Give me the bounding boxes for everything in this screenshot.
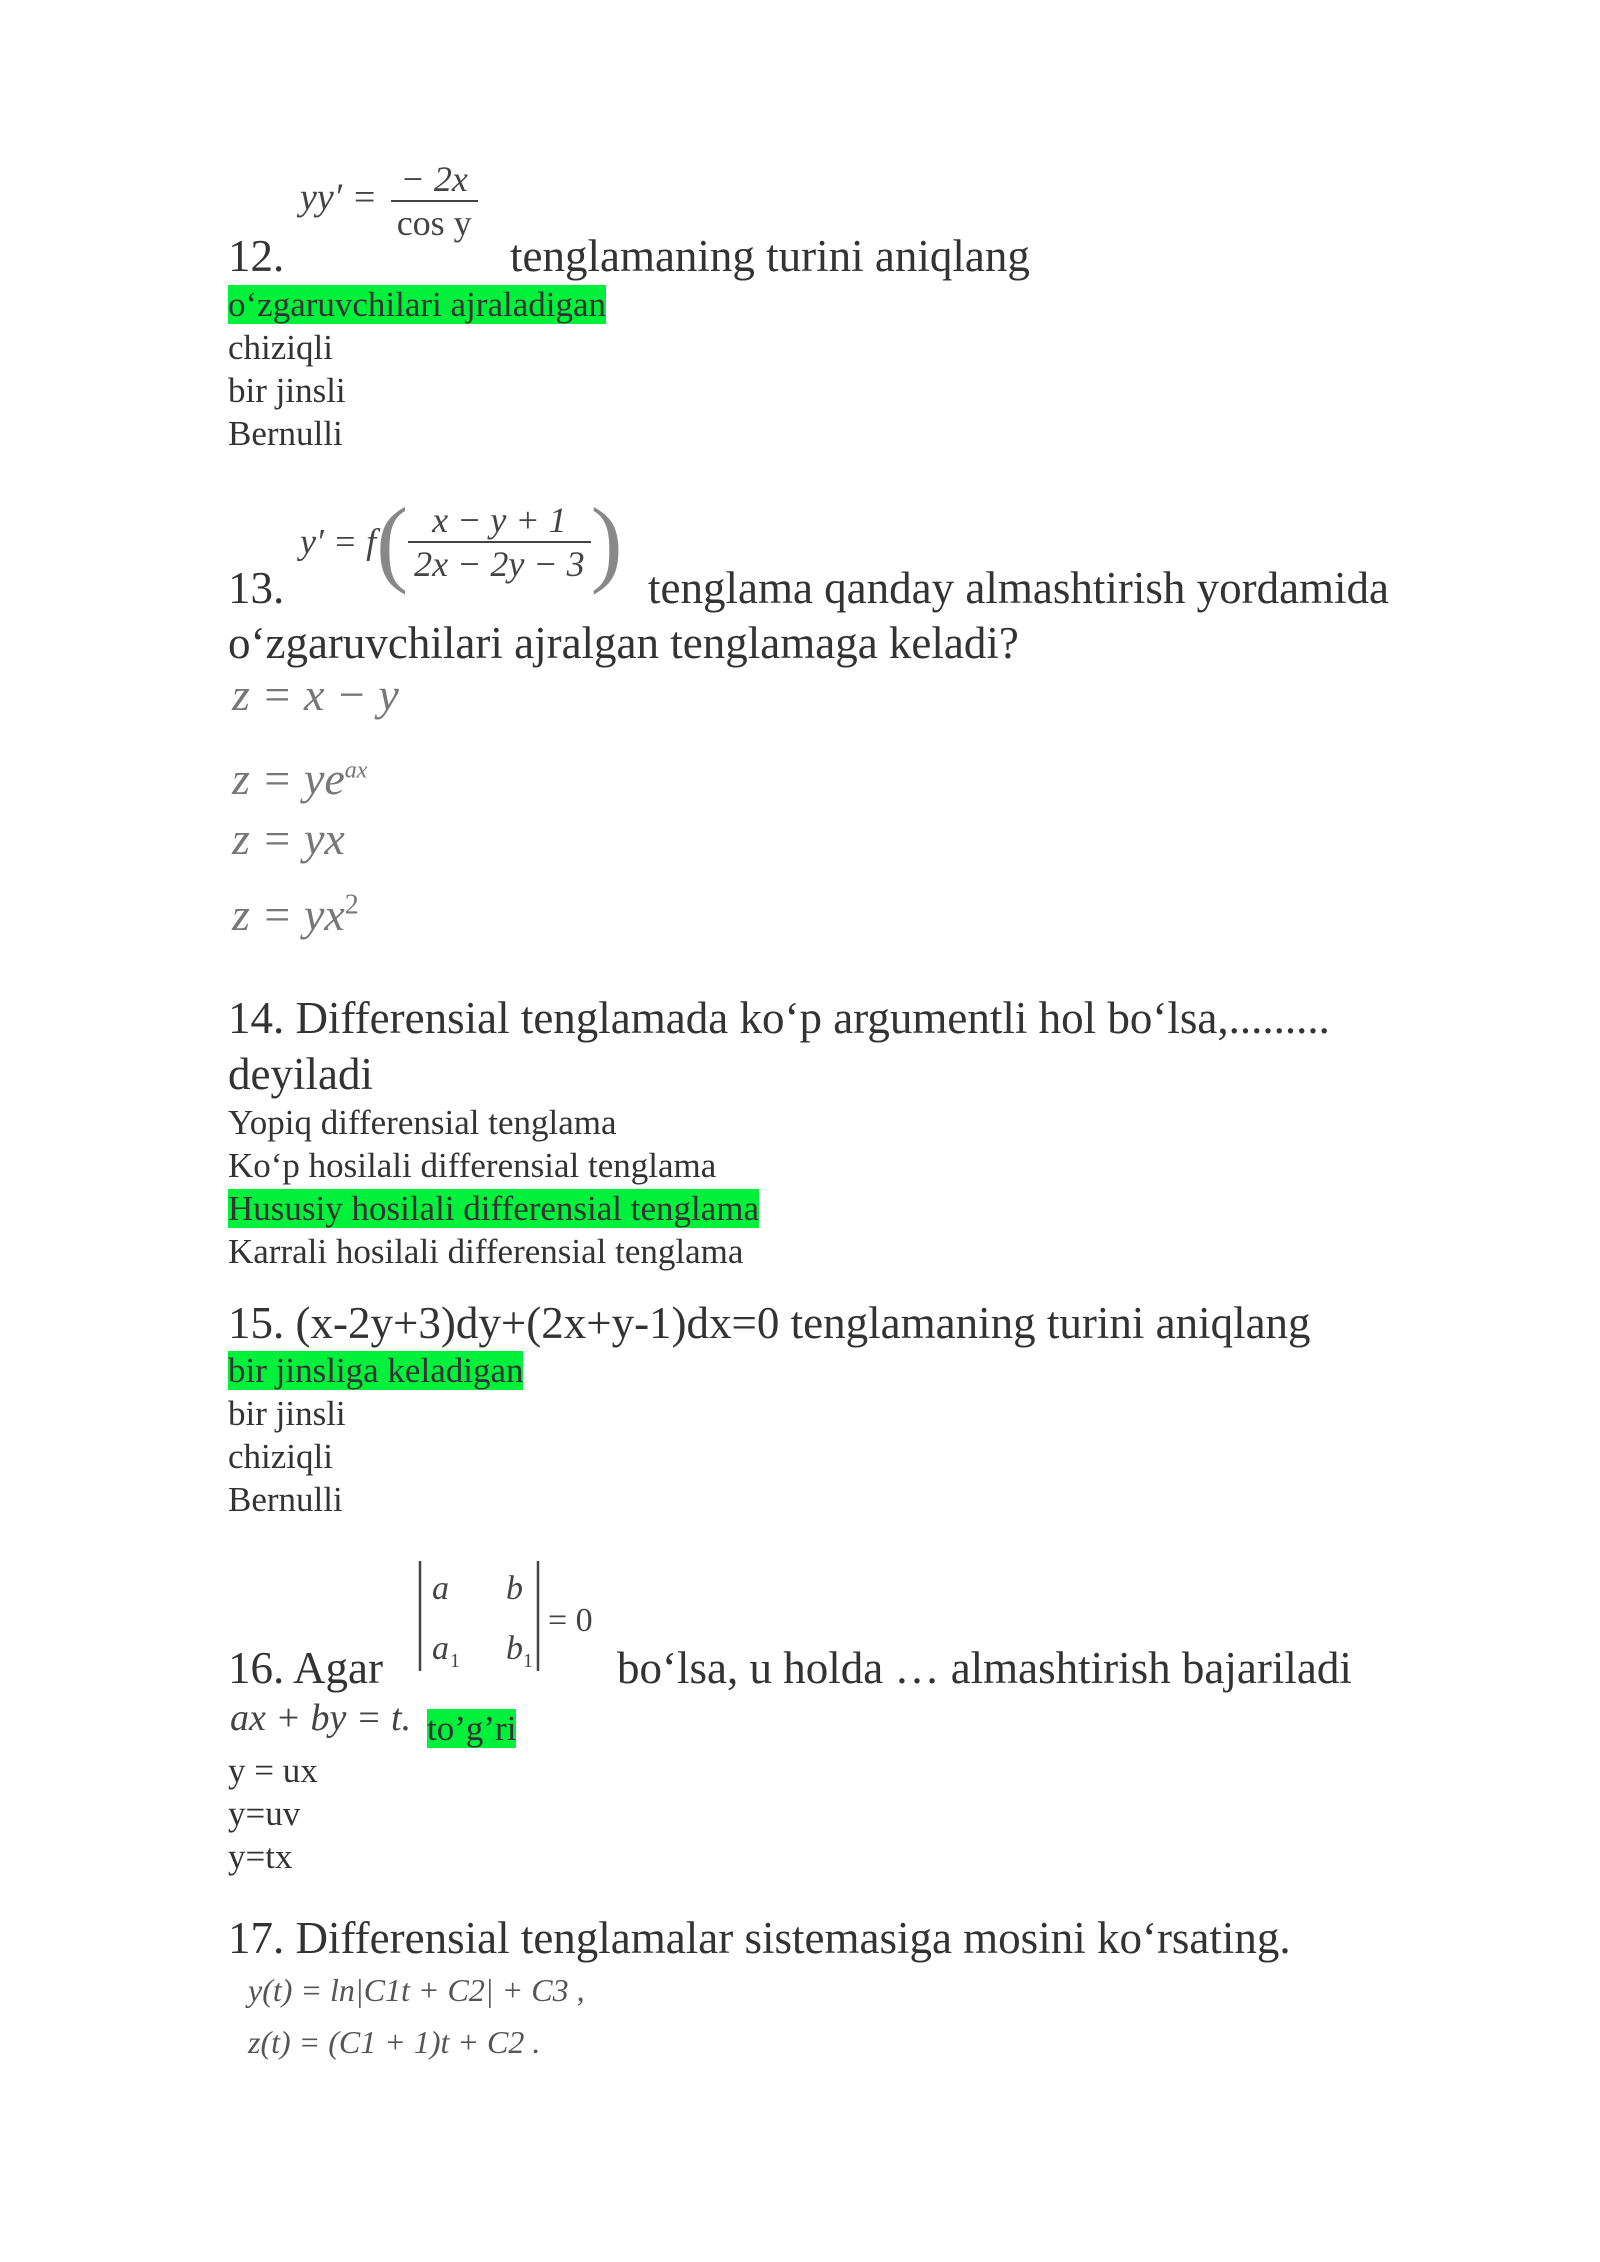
q16-prefix: 16. Agar [228, 1643, 383, 1693]
q13-option-z: z = [232, 889, 293, 940]
q14-option[interactable]: Karrali hosilali differensial tenglama [228, 1232, 744, 1271]
q16-suffix: bo‘lsa, u holda … almashtirish bajariladi [617, 1643, 1352, 1693]
q14-text-line2: deyiladi [228, 1049, 373, 1099]
q12-text: tenglamaning turini aniqlang [510, 231, 1030, 281]
q13-option-base: ye [303, 753, 345, 804]
q13-text-line2: o‘zgaruvchilari ajralgan tenglamaga keladi? [228, 618, 1019, 668]
q13-option-z: z = [232, 669, 293, 720]
q13-fraction [408, 499, 591, 585]
q13-numerator: x − y + 1 [408, 499, 591, 543]
q15-text: 15. (x-2y+3)dy+(2x+y-1)dx=0 tenglamaning turini aniqlang [228, 1298, 1311, 1348]
q14-option[interactable]: Ko‘p hosilali differensial tenglama [228, 1146, 717, 1185]
q16-answer-mark [427, 1708, 516, 1750]
q13-option-rhs: x − y [303, 669, 399, 720]
q13-paren-right: ) [590, 488, 623, 595]
q12-option[interactable]: chiziqli [228, 328, 333, 367]
q16-option[interactable]: y=tx [228, 1837, 293, 1876]
q16-answer-formula[interactable]: ax + by = t. [230, 1697, 412, 1739]
q14-option-correct: Hususiy hosilali differensial tenglama [228, 1189, 760, 1228]
q13-option-rhs: yx [303, 813, 345, 864]
q13-denominator: 2x − 2y − 3 [414, 543, 585, 584]
q13-option-3[interactable] [232, 812, 345, 865]
q13-number: 13. [228, 563, 285, 613]
q14-option[interactable] [228, 1188, 759, 1230]
q16-det-eq: = 0 [548, 1602, 593, 1639]
q16-det-a: a [432, 1570, 449, 1607]
q13-equation [300, 486, 623, 597]
q12-numerator: − 2x [391, 158, 478, 202]
q13-option-exp: 2 [344, 889, 359, 921]
q12-option[interactable] [228, 284, 606, 326]
q16-determinant [410, 1555, 620, 1685]
q13-option-z: z = [232, 753, 293, 804]
q14-option[interactable]: Yopiq differensial tenglama [228, 1103, 617, 1142]
q12-option[interactable]: Bernulli [228, 414, 343, 453]
q16-det-b: b [506, 1570, 523, 1607]
q13-option-exp: ax [344, 757, 368, 784]
q16-option[interactable]: y = ux [228, 1751, 318, 1790]
q15-option-correct: bir jinsliga keladigan [228, 1351, 524, 1390]
q17-text: 17. Differensial tenglamalar sistemasiga mosini ko‘rsating. [228, 1913, 1291, 1963]
q12-number: 12. [228, 231, 285, 281]
q16-option[interactable]: y=uv [228, 1794, 301, 1833]
q16-correct-mark: to’g’ri [427, 1709, 517, 1748]
q15-option[interactable]: chiziqli [228, 1437, 333, 1476]
q12-option-correct: o‘zgaruvchilari ajraladigan [228, 285, 606, 324]
q13-paren-left: ( [376, 488, 409, 595]
q16-det-b1: b [506, 1630, 523, 1667]
q17-equation-2[interactable]: z(t) = (C1 + 1)t + C2 . [248, 2024, 541, 2060]
q16-det-b1-sub: 1 [523, 1650, 533, 1672]
q13-option-1[interactable] [232, 668, 399, 721]
q17-equation-1[interactable]: y(t) = ln|C1t + C2| + C3 , [248, 1972, 585, 2008]
q15-option[interactable] [228, 1350, 523, 1392]
q16-det-a1-sub: 1 [450, 1650, 460, 1672]
q16-det-a1: a [432, 1630, 449, 1667]
q12-fraction [391, 158, 478, 244]
q14-text-line1: 14. Differensial tenglamada ko‘p argumentli hol bo‘lsa,......... [228, 993, 1330, 1043]
q13-lhs: y′ = f [300, 521, 377, 562]
q12-denominator: cos y [396, 203, 472, 243]
q12-option[interactable]: bir jinsli [228, 371, 346, 410]
q12-lhs: yy′ = [300, 176, 378, 219]
q13-option-2[interactable] [232, 752, 367, 805]
q15-option[interactable]: Bernulli [228, 1480, 343, 1519]
q15-option[interactable]: bir jinsli [228, 1394, 346, 1433]
q12-equation [300, 158, 478, 244]
q13-option-z: z = [232, 813, 293, 864]
q13-option-base: yx [303, 889, 345, 940]
q13-text-line1: tenglama qanday almashtirish yordamida [648, 563, 1390, 613]
q13-option-4[interactable] [232, 888, 359, 941]
